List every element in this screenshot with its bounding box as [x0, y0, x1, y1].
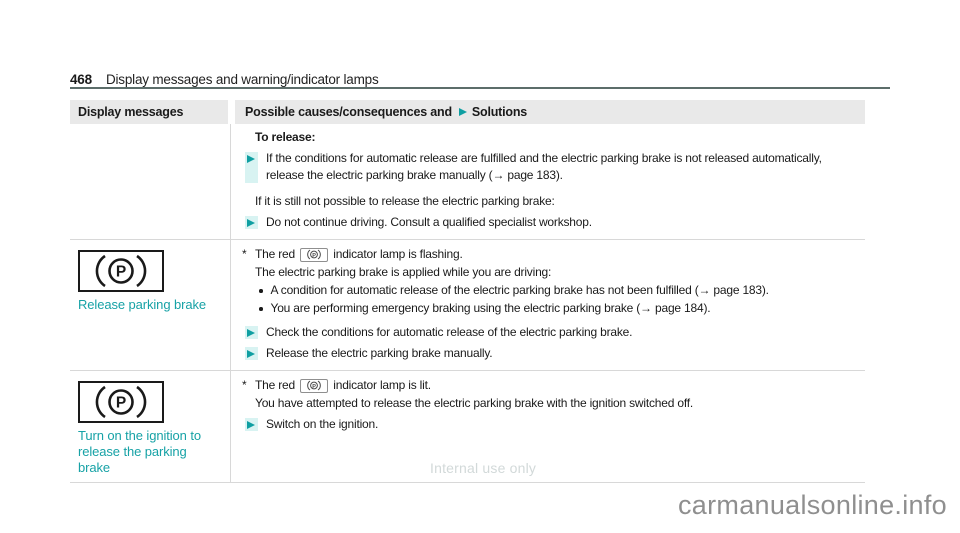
parking-brake-warning-lamp-icon [78, 381, 164, 423]
solution-item [255, 345, 851, 362]
solution-arrow-icon [247, 329, 255, 337]
lamp-status-text: indicator lamp is flashing. [333, 247, 463, 261]
solution-text: Switch on the ignition. [266, 417, 379, 431]
solution-arrow-icon [459, 108, 467, 116]
table-body [70, 124, 865, 483]
display-message-text: Turn on the ignition to release the parking brake [78, 428, 201, 475]
solution-arrow-highlight [245, 216, 258, 229]
display-message-text: Release parking brake [78, 297, 206, 312]
lamp-status-line [242, 377, 851, 394]
cause-text: A condition for automatic release of the electric parking brake has not been fulfilled (→ page 183). [270, 283, 769, 297]
bullet-icon [259, 307, 263, 311]
svg-text:P: P [115, 263, 127, 281]
display-message-cell-empty [70, 124, 231, 239]
lamp-status-text: indicator lamp is lit. [333, 378, 431, 392]
solution-text: Do not continue driving. Consult a qualified specialist workshop. [266, 215, 592, 229]
causes-solutions-cell [231, 240, 865, 370]
solution-arrow-highlight [245, 152, 258, 183]
footnote-marker: * [242, 378, 247, 392]
bullet-icon [259, 289, 263, 293]
solution-item [255, 214, 851, 231]
solution-arrow-highlight [245, 326, 258, 339]
internal-watermark: Internal use only [430, 460, 537, 476]
column-header-display-messages: Display messages [70, 100, 228, 124]
solution-arrow-icon [247, 350, 255, 358]
solution-arrow-icon [247, 219, 255, 227]
page-number: 468 [70, 72, 92, 87]
cause-text: You are performing emergency braking using the electric parking brake (→ page 184). [270, 301, 711, 315]
solution-item [255, 324, 851, 341]
column-header-causes-text: Possible causes/consequences and [245, 105, 452, 119]
lamp-status-line [242, 246, 851, 263]
solution-arrow-icon [247, 421, 255, 429]
cause-list-item [255, 300, 851, 317]
solution-text: Release the electric parking brake manually. [266, 346, 493, 360]
display-message-cell [70, 371, 231, 482]
parking-brake-symbol-small [304, 380, 324, 391]
svg-text:P: P [312, 383, 316, 390]
intro-text: To release: [255, 130, 316, 144]
svg-text:P: P [312, 252, 316, 259]
column-header-causes-solutions [235, 100, 865, 124]
solution-arrow-highlight [245, 347, 258, 360]
footnote-marker: * [242, 247, 247, 261]
page-title: Display messages and warning/indicator lamps [105, 72, 379, 87]
solution-arrow-highlight [245, 418, 258, 431]
solution-item [255, 416, 851, 433]
table-row [70, 124, 865, 239]
cause-text: The electric parking brake is applied while you are driving: [255, 265, 552, 279]
solution-text: If the conditions for automatic release are fulfilled and the electric parking brake is not released automatically, release the electric parking brake manually (→ page 183). [266, 151, 822, 182]
display-message-cell [70, 240, 231, 370]
solution-item [255, 150, 851, 184]
cause-list-item [255, 282, 851, 299]
parking-brake-warning-lamp-icon [78, 250, 164, 292]
causes-solutions-cell [231, 371, 865, 482]
parking-brake-symbol [82, 253, 160, 289]
paragraph-text: If it is still not possible to release the electric parking brake: [255, 194, 555, 208]
lamp-status-text: The red [255, 378, 295, 392]
solution-arrow-icon [247, 155, 255, 163]
cause-text: You have attempted to release the electric parking brake with the ignition switched off. [255, 396, 694, 410]
lamp-status-text: The red [255, 247, 295, 261]
svg-text:P: P [115, 394, 127, 412]
causes-solutions-cell [231, 124, 865, 239]
header-rule [70, 87, 890, 89]
column-gap [228, 100, 235, 124]
table-header-row [70, 100, 865, 124]
parking-brake-symbol-small [304, 249, 324, 260]
parking-brake-symbol [82, 384, 160, 420]
parking-brake-indicator-icon [300, 248, 328, 262]
parking-brake-indicator-icon [300, 379, 328, 393]
site-credit-watermark: carmanualsonline.info [678, 490, 947, 520]
display-messages-table [70, 100, 865, 483]
page-header [70, 72, 379, 87]
solution-text: Check the conditions for automatic release of the electric parking brake. [266, 325, 633, 339]
column-header-solutions-text: Solutions [471, 105, 528, 119]
table-row [70, 239, 865, 370]
